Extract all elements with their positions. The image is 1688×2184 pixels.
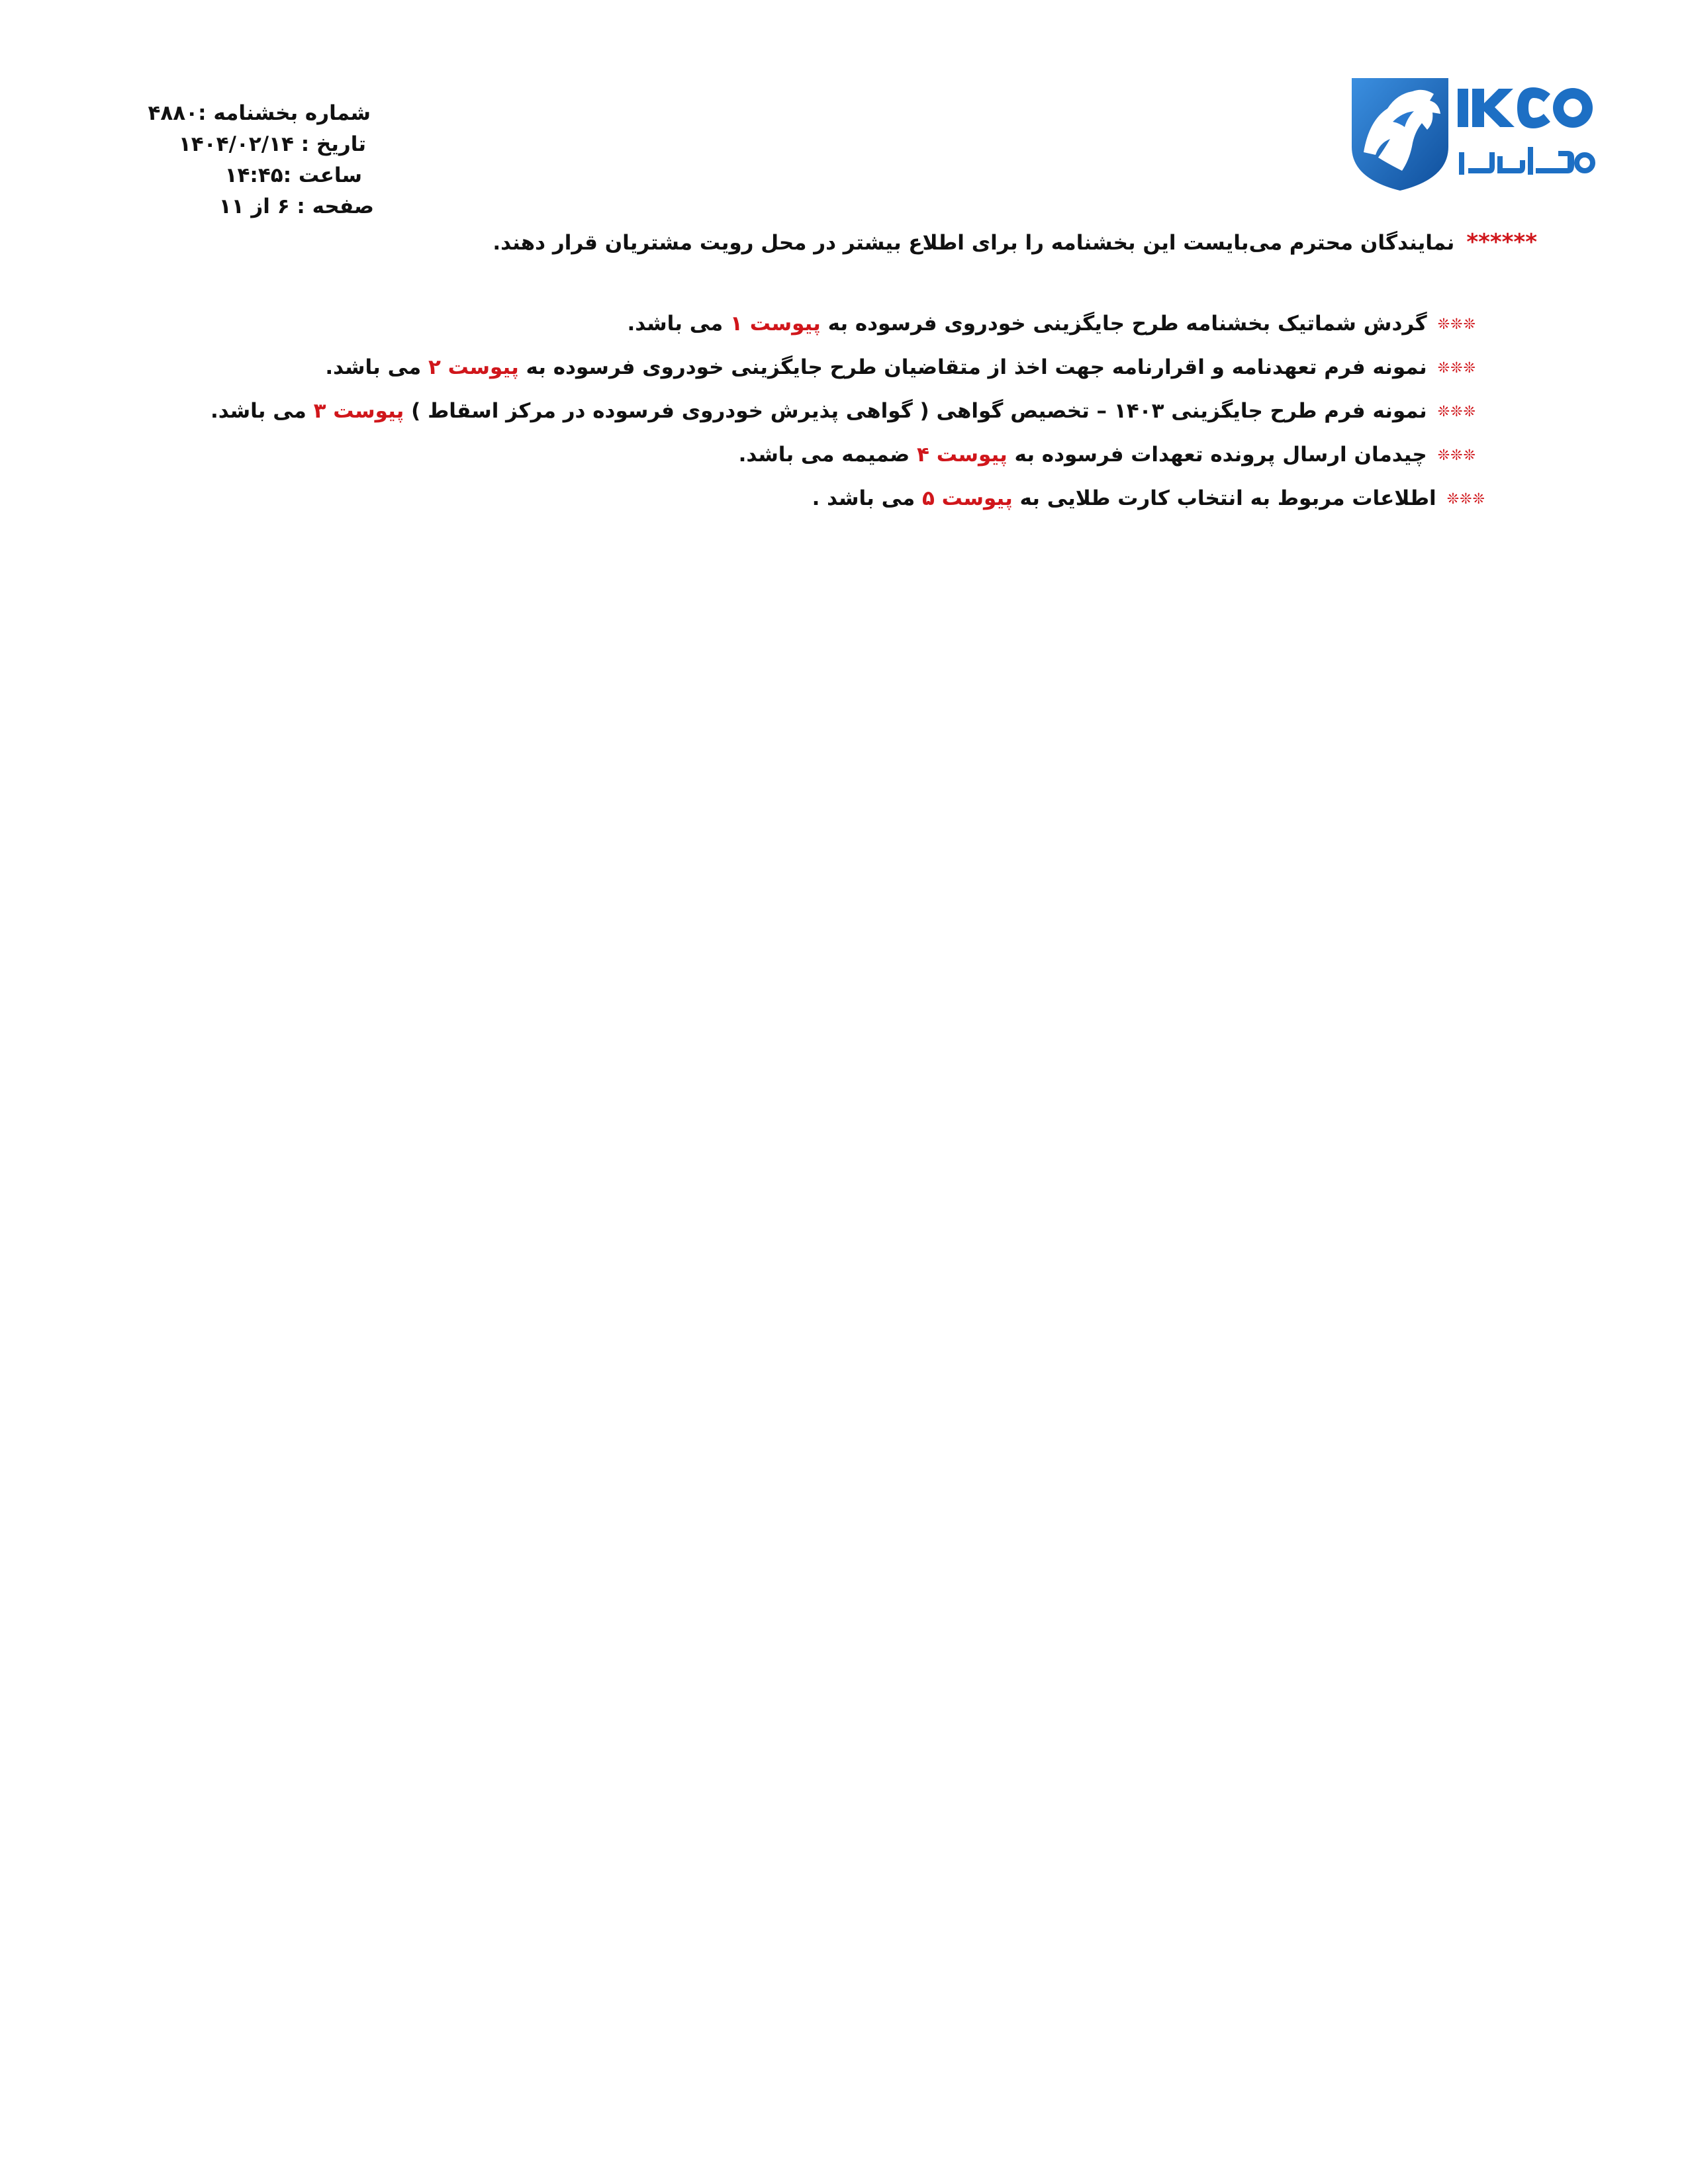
list-item bbox=[0, 345, 1476, 389]
list-item bbox=[0, 433, 1476, 477]
bullet-icon: ❊❊❊ bbox=[1437, 359, 1476, 377]
bulletin-page: صفحه : ۶ از ۱۱ bbox=[218, 195, 374, 218]
list-item bbox=[0, 389, 1476, 433]
attachment-reference: پیوست ۲ bbox=[428, 355, 519, 379]
attachment-reference: پیوست ۵ bbox=[921, 486, 1013, 510]
list-item bbox=[0, 477, 1485, 520]
ikco-logo bbox=[1349, 74, 1601, 192]
notice-line bbox=[147, 229, 1537, 255]
attachment-reference: پیوست ۳ bbox=[313, 399, 404, 423]
item-text-end: می باشد. bbox=[210, 399, 314, 423]
item-text-end: می باشد. bbox=[325, 355, 428, 379]
bulletin-date: تاریخ : ۱۴۰۴/۰۲/۱۴ bbox=[178, 132, 366, 156]
attachment-reference: پیوست ۴ bbox=[917, 443, 1008, 467]
item-text: گردش شماتیک بخشنامه طرح جایگزینی خودروی فرسوده به bbox=[820, 312, 1427, 336]
list-item bbox=[0, 302, 1476, 345]
iran-khodro-persian-wordmark bbox=[1459, 147, 1593, 175]
bullet-icon: ❊❊❊ bbox=[1446, 490, 1485, 508]
attachments-list bbox=[0, 302, 1688, 520]
bulletin-time: ساعت :۱۴:۴۵ bbox=[224, 163, 362, 187]
item-text-end: می باشد . bbox=[812, 486, 922, 510]
item-text-end: ضمیمه می باشد. bbox=[738, 443, 917, 467]
horse-shield-icon bbox=[1352, 78, 1448, 191]
ikco-wordmark bbox=[1458, 87, 1593, 128]
bullet-icon: ❊❊❊ bbox=[1437, 447, 1476, 464]
bulletin-meta bbox=[136, 98, 374, 222]
attachment-reference: پیوست ۱ bbox=[730, 312, 821, 336]
item-text: نمونه فرم تعهدنامه و اقرارنامه جهت اخذ از متقاضیان طرح جایگزینی خودروی فرسوده به bbox=[518, 355, 1427, 379]
item-text-end: می باشد. bbox=[627, 312, 731, 336]
bullet-icon: ❊❊❊ bbox=[1437, 403, 1476, 420]
notice-text: نمایندگان محترم می‌بایست این بخشنامه را برای اطلاع بیشتر در محل رویت مشتریان قرار دهند. bbox=[492, 231, 1455, 255]
item-text: نمونه فرم طرح جایگزینی ۱۴۰۳ – تخصیص گواهی ( گواهی پذیرش خودروی فرسوده در مرکز اسقاط ) bbox=[404, 399, 1427, 423]
bullet-icon: ❊❊❊ bbox=[1437, 316, 1476, 333]
bulletin-number: شماره بخشنامه :۴۸۸۰ bbox=[148, 101, 371, 125]
ikco-logo-graphic bbox=[1349, 74, 1601, 192]
item-text: اطلاعات مربوط به انتخاب کارت طلایی به bbox=[1012, 486, 1436, 510]
item-text: چیدمان ارسال پرونده تعهدات فرسوده به bbox=[1007, 443, 1427, 467]
notice-stars: ****** bbox=[1466, 229, 1537, 255]
